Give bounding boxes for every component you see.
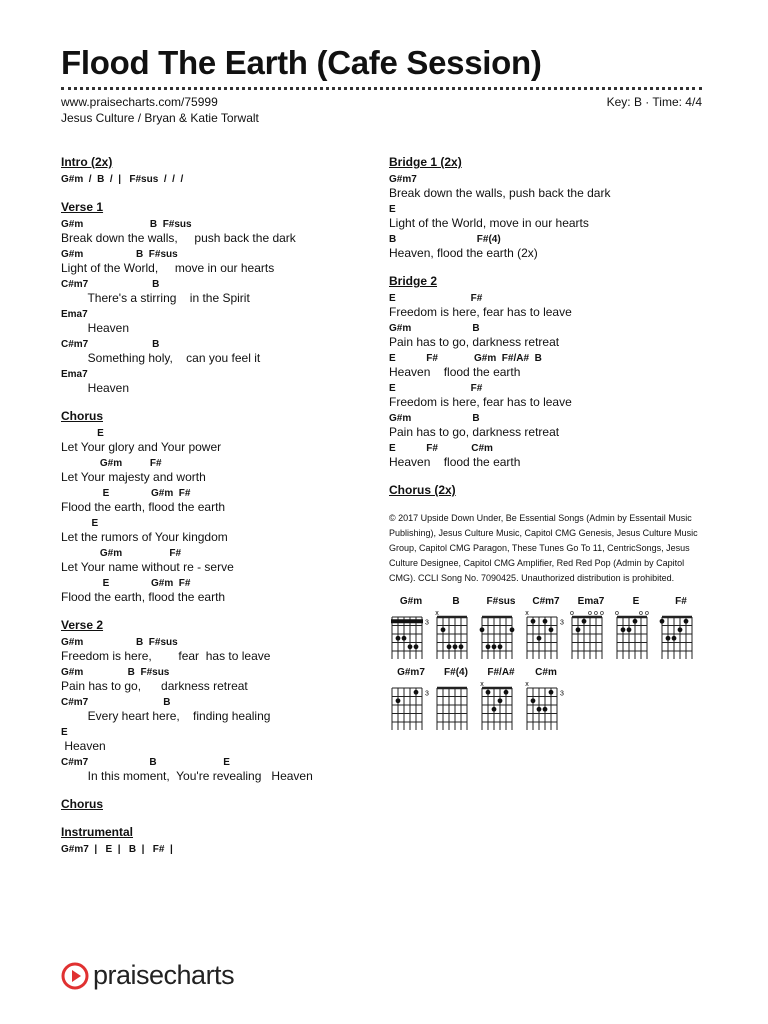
finger-dot [678,627,683,632]
finger-dot [447,644,452,649]
song-line [61,548,381,574]
finger-dot [414,644,419,649]
lyric-line: Every heart here, finding healing [61,709,271,723]
lyric-line: Heaven [61,381,130,395]
song-section [61,200,381,395]
chord-name: E [632,596,640,607]
song-line [61,309,381,335]
song-line [61,697,381,723]
chord-line: E F# G#m F#/A# B [389,353,542,364]
lyric-line: Heaven flood the earth [389,365,521,379]
finger-dot [492,644,497,649]
song-line [389,353,709,379]
string-marker: o [600,610,604,617]
chord-line: E [61,428,104,439]
finger-dot [582,619,587,624]
song-line [389,383,709,409]
copyright-notice: © 2017 Upside Down Under, Be Essential Songs (Admin by Essentail Music Publishing), Jesus Culture Music, Capitol CMG Genesis, Jesus Culture Music Group, Capitol CMG Paragon, These Tunes Go To 11, CentricSongs, Jesus Culture Designee, Capitol CMG Amplifier, Red Red Pop (Admin by Capitol CMG). CCLI Song No. 7090425. Unauthorized distribution is prohibited. [389,513,698,583]
right-column [389,155,709,738]
fret-number: 3 [425,619,429,627]
lyric-line: Let Your name without re - serve [61,560,234,574]
song-line [61,458,381,484]
finger-dot [492,707,497,712]
song-line [389,174,709,200]
song-section [61,155,381,186]
song-section [61,825,381,856]
string-marker: o [570,610,574,617]
lyric-line: Flood the earth, flood the earth [61,590,226,604]
chord-name: Ema7 [577,596,605,607]
section-title: Bridge 2 [389,274,438,288]
song-title: Flood The Earth (Cafe Session) [61,44,542,81]
chord-line: G#m B F#sus [61,219,192,230]
chord-line: E F# [389,383,483,394]
chord-diagram [434,596,478,659]
string-marker: x [525,681,529,688]
fretboard-grid [569,609,613,659]
fretboard-grid [479,680,523,730]
song-line [389,413,709,439]
chord-line: G#m B [389,413,480,424]
song-line [61,727,381,753]
finger-dot [549,690,554,695]
section-title: Verse 2 [61,618,104,632]
song-line [61,518,381,544]
song-section [389,483,709,497]
fret-number: 3 [560,619,564,627]
finger-dot [543,707,548,712]
song-line [389,204,709,230]
song-line [61,339,381,365]
chord-line: C#m7 B E [61,757,230,768]
chord-name: C#m [535,667,557,678]
section-title: Verse 1 [61,200,104,214]
song-line [389,234,709,260]
song-line [61,428,381,454]
chord-line: G#m F# [61,458,162,469]
finger-dot [498,698,503,703]
fretboard-grid [659,609,703,659]
chord-line: G#m B F#sus [61,667,170,678]
song-section [389,155,709,260]
finger-dot [666,636,671,641]
chord-name: G#m7 [397,667,425,678]
song-line [61,578,381,604]
song-url[interactable]: www.praisecharts.com/75999 [61,95,218,109]
lyric-line: Pain has to go, darkness retreat [389,335,560,349]
song-line [61,757,381,783]
finger-dot [543,619,548,624]
finger-dot [459,644,464,649]
finger-dot [408,644,413,649]
finger-dot [537,636,542,641]
chord-diagram [389,667,433,730]
finger-dot [486,644,491,649]
song-line [61,488,381,514]
lyric-line: Let the rumors of Your kingdom [61,530,228,544]
chord-diagram [659,596,703,659]
finger-dot [531,619,536,624]
chord-diagram [479,667,523,730]
lyric-line: Let Your majesty and worth [61,470,206,484]
string-marker: x [525,610,529,617]
lyric-line: Heaven flood the earth [389,455,521,469]
section-title: Bridge 1 (2x) [389,155,462,169]
chord-diagram [614,596,658,659]
chord-diagram [389,596,433,659]
chord-diagram [569,596,613,659]
fretboard-grid [389,609,433,659]
song-section [389,274,709,469]
song-line [61,279,381,305]
chord-line: E F# C#m [389,443,493,454]
chord-line: G#m / B / | F#sus / / / [61,174,184,185]
lyric-line: Break down the walls, push back the dark [61,231,296,245]
chord-line: E [389,204,396,215]
lyric-line: Freedom is here, fear has to leave [61,649,271,663]
chord-line: E [61,518,99,529]
lyric-line: Flood the earth, flood the earth [61,500,226,514]
fretboard-grid [434,680,478,730]
finger-dot [633,619,638,624]
song-line [61,369,381,395]
string-marker: o [588,610,592,617]
string-marker: o [639,610,643,617]
finger-dot [537,707,542,712]
chord-name: F#/A# [487,667,515,678]
string-marker: o [645,610,649,617]
finger-dot [486,690,491,695]
finger-dot [414,690,419,695]
lyric-line: Light of the World, move in our hearts [389,216,589,230]
artist-credit: Jesus Culture / Bryan & Katie Torwalt [61,111,259,125]
finger-dot [576,627,581,632]
song-section [61,409,381,604]
section-title: Chorus [61,797,103,811]
chord-diagrams [389,596,719,738]
song-section [61,797,381,811]
section-title: Instrumental [61,825,134,839]
lyric-line: Freedom is here, fear has to leave [389,305,572,319]
logo-text: praisecharts [93,960,235,990]
chord-line: E [61,727,68,738]
play-logo-icon [61,962,89,990]
finger-dot [621,627,626,632]
fretboard-grid [434,609,478,659]
chord-line: Ema7 [61,309,88,320]
finger-dot [531,698,536,703]
fretboard-grid [524,609,568,659]
finger-dot [672,636,677,641]
song-line [61,219,381,245]
chord-diagram [524,667,568,730]
section-title: Chorus [61,409,103,423]
lyric-line: Pain has to go, darkness retreat [61,679,248,693]
left-column [61,155,381,870]
song-line [61,637,381,663]
lyric-line: Heaven [61,739,106,753]
chord-line: G#m F# [61,548,182,559]
fretboard-grid [389,680,433,730]
lyric-line: Break down the walls, push back the dark [389,186,611,200]
key-time: Key: B · Time: 4/4 [606,95,702,109]
chord-name: F#(4) [444,667,468,678]
chord-line: G#m7 [389,174,417,185]
chord-line: G#m B [389,323,480,334]
song-line [61,249,381,275]
finger-dot [441,627,446,632]
string-marker: x [435,610,439,617]
section-title: Chorus (2x) [389,483,456,497]
dotted-divider [61,87,702,90]
lyric-line: Let Your glory and Your power [61,440,222,454]
string-marker: o [615,610,619,617]
fretboard-grid [524,680,568,730]
chord-line: C#m7 B [61,697,171,708]
section-title: Intro (2x) [61,155,113,169]
chord-line: G#m B F#sus [61,637,178,648]
chord-line: E G#m F# [61,578,191,589]
finger-dot [453,644,458,649]
chord-line: C#m7 B [61,339,160,350]
lyric-line: In this moment, You're revealing Heaven [61,769,313,783]
finger-dot [549,627,554,632]
lyric-line: Freedom is here, fear has to leave [389,395,572,409]
finger-dot [660,619,665,624]
chord-name: F#sus [486,596,516,607]
lyric-line: Pain has to go, darkness retreat [389,425,560,439]
chord-name: B [452,596,460,607]
fret-number: 3 [560,690,564,698]
finger-dot [402,636,407,641]
fretboard-grid [614,609,658,659]
chord-line: C#m7 B [61,279,160,290]
fret-number: 3 [425,690,429,698]
song-section [61,618,381,783]
song-line [61,667,381,693]
finger-dot [510,627,515,632]
finger-dot [498,644,503,649]
song-line [389,443,709,469]
finger-dot [396,698,401,703]
lyric-line: Light of the World, move in our hearts [61,261,275,275]
chord-line: Ema7 [61,369,88,380]
chord-line: E G#m F# [61,488,191,499]
song-line [61,174,381,186]
praisecharts-logo[interactable] [61,960,234,991]
chord-name: G#m [399,596,423,607]
chord-diagram [524,596,568,659]
lyric-line: Something holy, can you feel it [61,351,261,365]
chord-line: G#m B F#sus [61,249,178,260]
finger-dot [684,619,689,624]
chord-diagram [434,667,478,730]
lyric-line: There's a stirring in the Spirit [61,291,250,305]
right-sections [389,155,709,497]
song-line [61,844,381,856]
fretboard-grid [479,609,523,659]
chord-line: G#m7 | E | B | F# | [61,844,173,855]
finger-dot [480,627,485,632]
barre-mark [391,619,423,623]
chord-line: E F# [389,293,483,304]
chord-diagram [479,596,523,659]
song-line [389,323,709,349]
finger-dot [396,636,401,641]
finger-dot [504,690,509,695]
string-marker: o [594,610,598,617]
chord-name: F# [675,596,687,607]
lyric-line: Heaven [61,321,130,335]
string-marker: x [480,681,484,688]
lyric-line: Heaven, flood the earth (2x) [389,246,538,260]
finger-dot [627,627,632,632]
chord-line: B F#(4) [389,234,501,245]
song-line [389,293,709,319]
chord-name: C#m7 [532,596,560,607]
